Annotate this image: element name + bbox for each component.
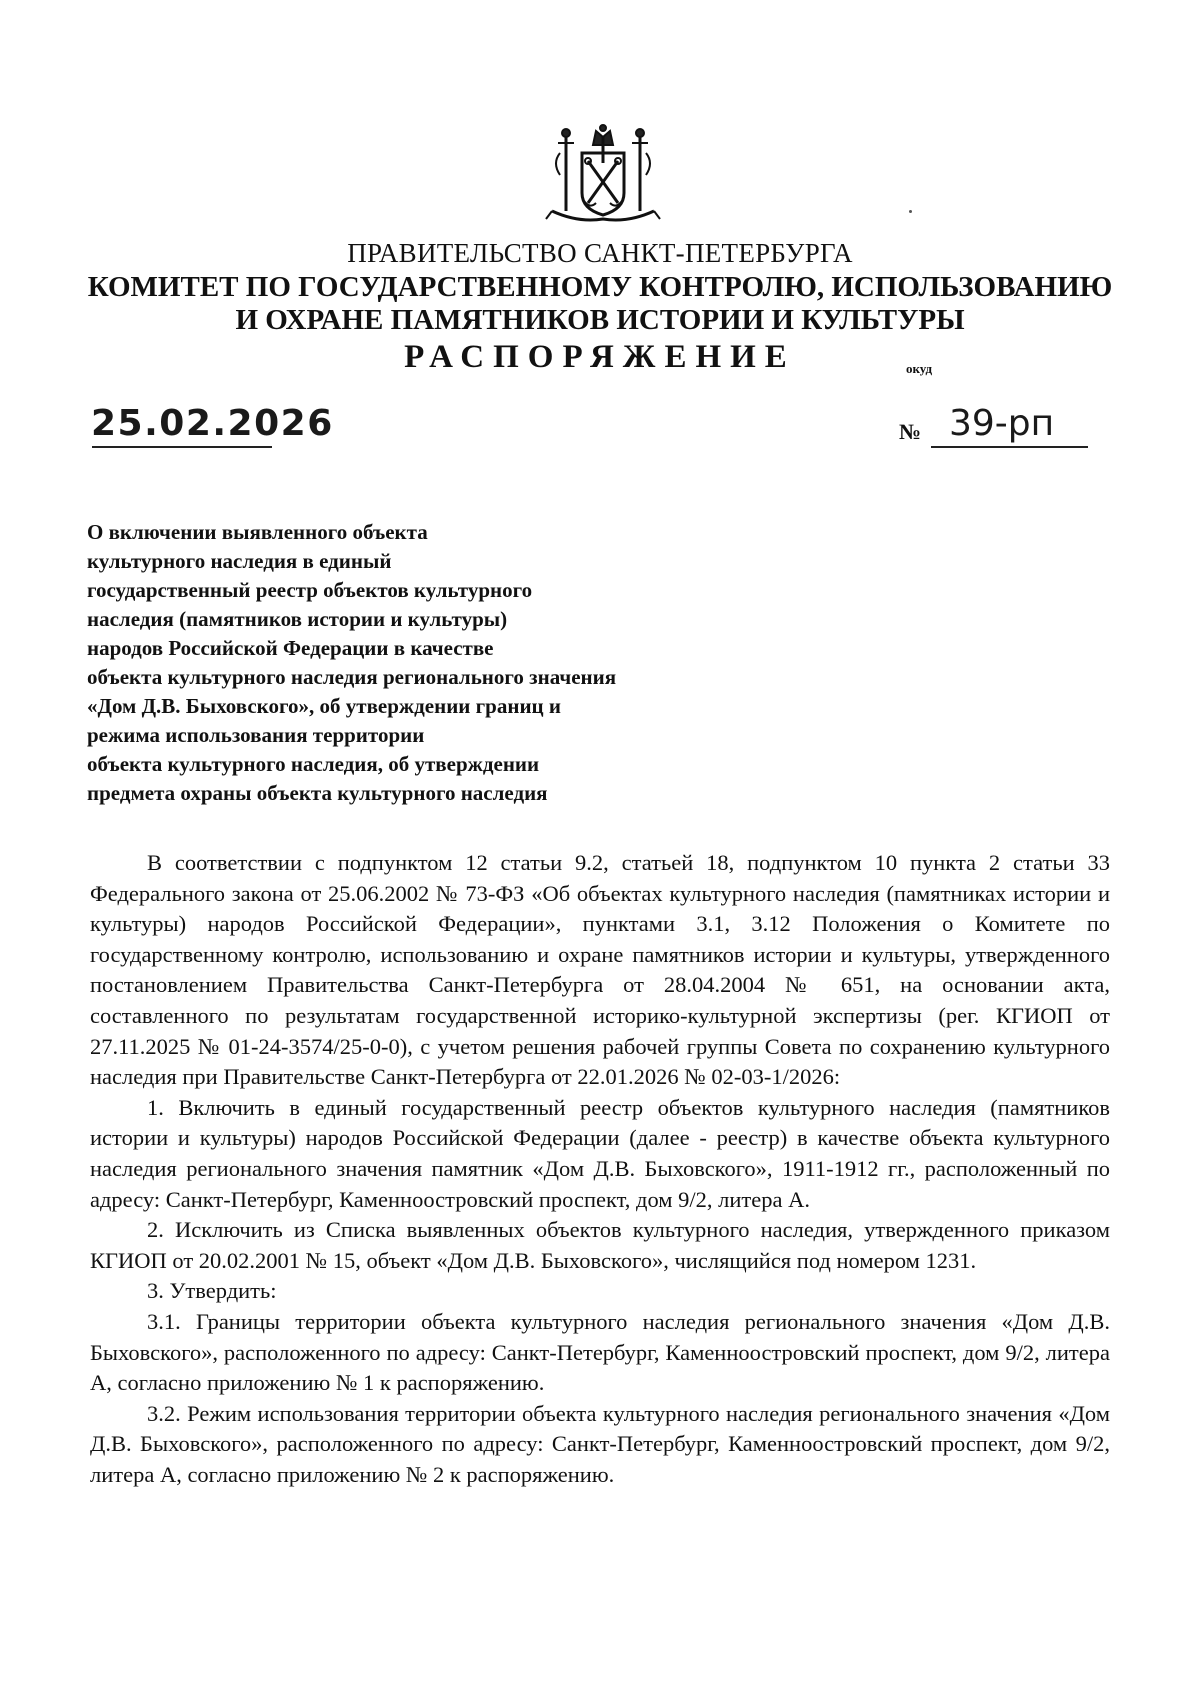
title-line: объекта культурного наследия регионального значения: [87, 665, 617, 689]
okud-label: окуд: [906, 361, 933, 376]
title-line: «Дом Д.В. Быховского», об утверждении границ и: [87, 694, 562, 718]
scan-speck: [909, 210, 912, 213]
committee-name-line-1: КОМИТЕТ ПО ГОСУДАРСТВЕННОМУ КОНТРОЛЮ, ИСПОЛЬЗОВАНИЮ: [87, 271, 1113, 303]
document-type-heading: РАСПОРЯЖЕНИЕ: [404, 339, 796, 375]
document-title: [87, 518, 787, 808]
coat-of-arms-emblem: [538, 123, 668, 227]
item-3-1-paragraph: 3.1. Границы территории объекта культурного наследия регионального значения «Дом Д.В. Быховского», расположенного по адресу: Санкт-Петербург, Каменноостровский проспект, дом 9/2, литера А, согласно приложению № 1 к распоряжению.: [90, 1308, 1110, 1396]
title-line: предмета охраны объекта культурного наследия: [87, 781, 548, 805]
number-underline: [931, 446, 1088, 448]
date-underline: [92, 446, 272, 448]
title-line: государственный реестр объектов культурного: [87, 578, 533, 602]
committee-name-line-2: И ОХРАНЕ ПАМЯТНИКОВ ИСТОРИИ И КУЛЬТУРЫ: [235, 304, 965, 336]
item-2-paragraph: 2. Исключить из Списка выявленных объектов культурного наследия, утвержденного приказом КГИОП от 20.02.2001 № 15, объект «Дом Д.В. Быховского», числящийся под номером 1231.: [90, 1217, 1110, 1273]
title-line: наследия (памятников истории и культуры): [87, 607, 508, 631]
document-number: 39-рп: [949, 403, 1055, 444]
title-line: объекта культурного наследия, об утверждении: [87, 752, 540, 776]
document-date: 25.02.2026: [91, 403, 334, 444]
title-line: О включении выявленного объекта: [87, 520, 428, 544]
item-1-paragraph: 1. Включить в единый государственный реестр объектов культурного наследия (памятников истории и культуры) народов Российской Федерации (далее - реестр) в качестве объекта культурного наследия регионального значения памятник «Дом Д.В. Быховского», 1911-1912 гг., расположенный по адресу: Санкт-Петербург, Каменноостровский проспект, дом 9/2, литера А.: [90, 1094, 1110, 1212]
title-line: народов Российской Федерации в качестве: [87, 636, 494, 660]
preamble-paragraph: В соответствии с подпунктом 12 статьи 9.2, статьей 18, подпунктом 10 пункта 2 статьи 33 Федерального закона от 25.06.2002 № 73-ФЗ «Об объектах культурного наследия (памятниках истории и культуры) народов Российской Федерации», пунктами 3.1, 3.12 Положения о Комитете по государственному контролю, использованию и охране памятников истории и культуры, утвержденного постановлением Правительства Санкт-Петербурга от 28.04.2004 № 651, на основании акта, составленного по результатам государственной историко-культурной экспертизы (рег. КГИОП от 27.11.2025 № 01-24-3574/25-0-0), с учетом решения рабочей группы Совета по сохранению культурного наследия при Правительстве Санкт-Петербурга от 22.01.2026 № 02-03-1/2026:: [90, 850, 1110, 1090]
document-body: [90, 848, 1110, 1490]
government-name: ПРАВИТЕЛЬСТВО САНКТ-ПЕТЕРБУРГА: [347, 238, 853, 268]
title-line: культурного наследия в единый: [87, 549, 392, 573]
item-3-2-paragraph: 3.2. Режим использования территории объекта культурного наследия регионального значения «Дом Д.В. Быховского», расположенного по адресу: Санкт-Петербург, Каменноостровский проспект, дом 9/2, литера А, согласно приложению № 2 к распоряжению.: [90, 1400, 1110, 1487]
number-sign: №: [899, 419, 922, 444]
title-line: режима использования территории: [87, 723, 425, 747]
item-3-paragraph: 3. Утвердить:: [147, 1278, 277, 1304]
